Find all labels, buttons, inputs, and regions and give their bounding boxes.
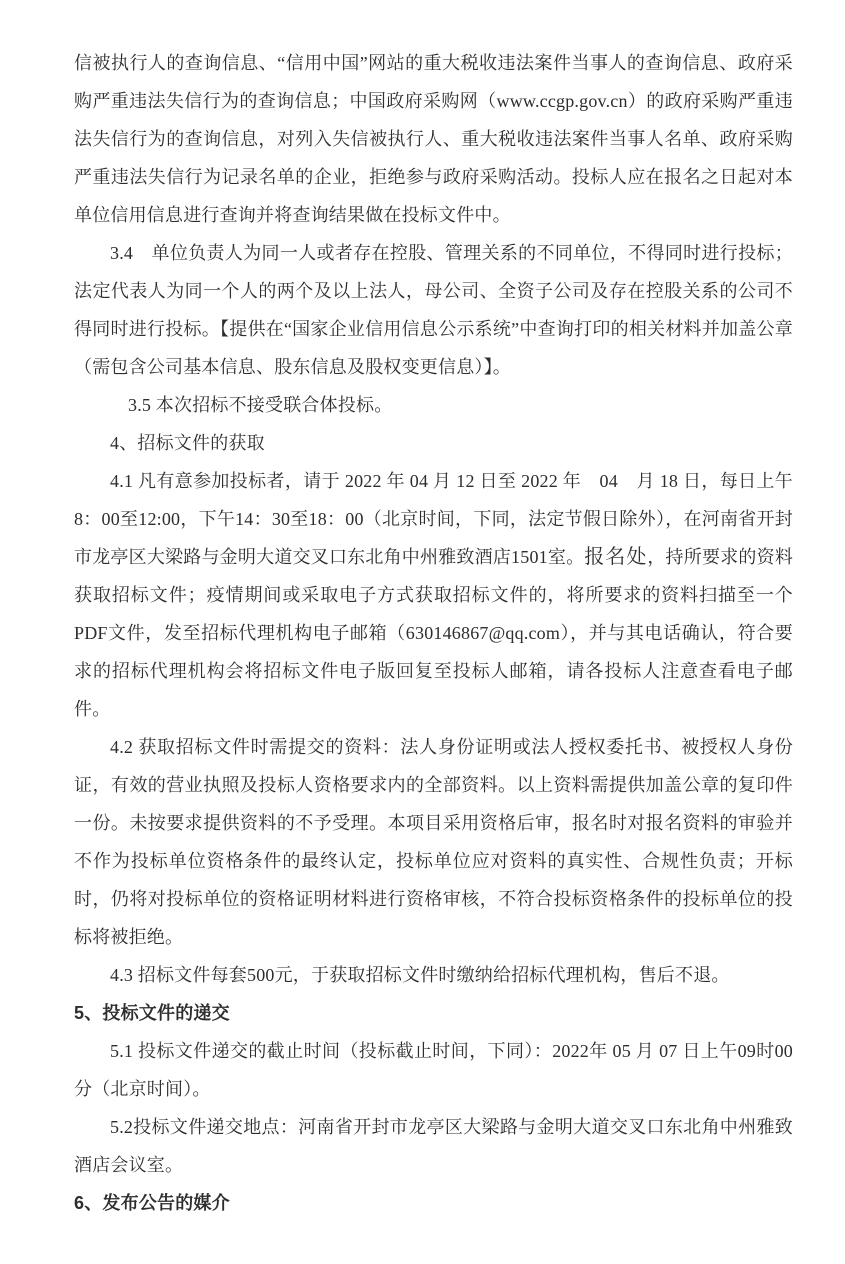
paragraph-clause-4-2: 4.2 获取招标文件时需提交的资料：法人身份证明或法人授权委托书、被授权人身份证，有效的营业执照及投标人资格要求内的全部资料。以上资料需提供加盖公章的复印件一份。未按要求提供资料的不予受理。本项目采用资格后审，报名时对报名资料的审验并不作为投标单位资格条件的最终认定，投标单位应对资料的真实性、合规性负责；开标时，仍将对投标单位的资格证明材料进行资格审核，不符合投标资格条件的投标单位的投标将被拒绝。 [74,737,793,947]
paragraph-clause-4-1 [74,462,793,728]
paragraph-clause-5-2: 5.2投标文件递交地点：河南省开封市龙亭区大梁路与金明大道交叉口东北角中州雅致酒店会议室。 [74,1117,793,1175]
paragraph-clause-4-3: 4.3 招标文件每套500元，于获取招标文件时缴纳给招标代理机构，售后不退。 [110,965,730,985]
document-body [74,44,793,1222]
signup-office-emphasis: 报名处 [584,546,648,568]
paragraph-clause-3-5: 3.5 本次招标不接受联合体投标。 [128,395,393,415]
paragraph-credit-check-continuation: 信被执行人的查询信息、“信用中国”网站的重大税收违法案件当事人的查询信息、政府采购严重违法失信行为的查询信息；中国政府采购网（www.ccgp.gov.cn）的政府采购严重违法失信行为的查询信息，对列入失信被执行人、重大税收违法案件当事人名单、政府采购严重违法失信行为记录名单的企业，拒绝参与政府采购活动。投标人应在报名之日起对本单位信用信息进行查询并将查询结果做在投标文件中。 [74,53,793,225]
section-heading-5-bid-submission: 5、投标文件的递交 [74,1003,230,1023]
paragraph-clause-5-1: 5.1 投标文件递交的截止时间（投标截止时间，下同）：2022年 05 月 07 日上午09时00分（北京时间）。 [74,1041,793,1099]
clause-4-1-text-after: ，持所要求的资料获取招标文件；疫情期间或采取电子方式获取招标文件的，将所要求的资料扫描至一个PDF文件，发至招标代理机构电子邮箱（630146867@qq.com），并与其电话确认，符合要求的招标代理机构会将招标文件电子版回复至投标人邮箱，请各投标人注意查看电子邮件。 [74,547,794,719]
section-heading-4-obtaining-bid-documents: 4、招标文件的获取 [110,433,265,453]
paragraph-clause-3-4: 3.4 单位负责人为同一人或者存在控股、管理关系的不同单位，不得同时进行投标；法定代表人为同一个人的两个及以上法人，母公司、全资子公司及存在控股关系的公司不得同时进行投标。【提供在“国家企业信用信息公示系统”中查询打印的相关材料并加盖公章（需包含公司基本信息、股东信息及股权变更信息）】。 [74,243,793,377]
clause-4-1-text-before: 4.1 凡有意参加投标者，请于 2022 年 04 月 12 日至 2022 年 04 月 18 日，每日上午8：00至12:00，下午14：30至18：00（北京时间，下同，法定节假日除外），在河南省开封市龙亭区大梁路与金明大道交叉口东北角中州雅致酒店1501室。 [74,471,793,567]
section-heading-6-announcement-media: 6、发布公告的媒介 [74,1193,230,1213]
